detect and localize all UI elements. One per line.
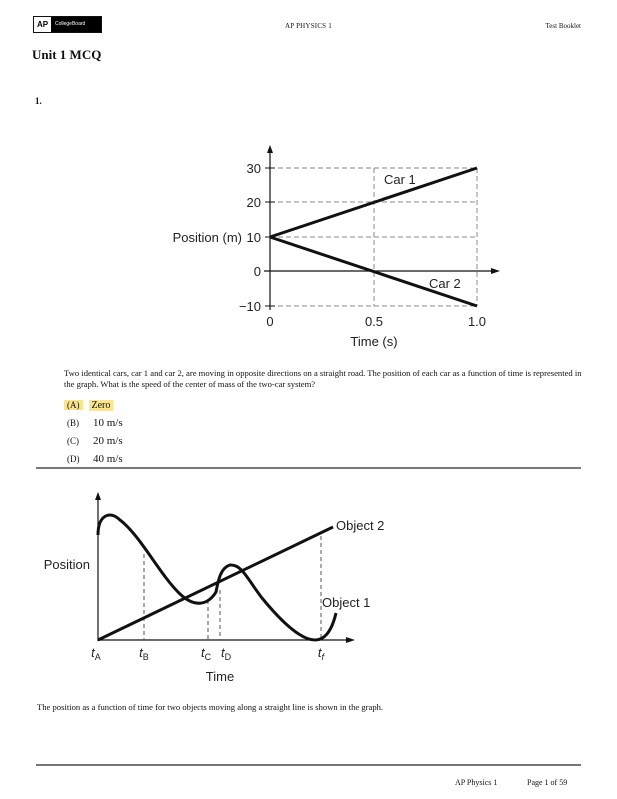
series-label-car-1: Car 1	[384, 172, 416, 187]
series-label-car-2: Car 2	[429, 276, 461, 291]
choice-c[interactable]	[64, 432, 123, 450]
x-tick-label-tB: $t_B$	[139, 645, 149, 662]
y-tick-label: 0	[253, 264, 261, 279]
question-number: 1.	[35, 96, 42, 106]
footer-divider	[36, 764, 581, 766]
y-axis-arrow-icon	[267, 145, 273, 153]
choice-letter: (A)	[64, 400, 83, 410]
x-axis-arrow-icon	[346, 637, 355, 643]
choice-value: 20 m/s	[93, 435, 123, 447]
question-1-stem: Two identical cars, car 1 and car 2, are moving in opposite directions on a straight road. The position of each car as a function of time is represented in the graph. What is the speed of the center of mass of the two-car system?	[64, 368, 582, 389]
x-axis-label: Time	[205, 669, 235, 684]
page-number: Page 1 of 59	[527, 778, 568, 787]
x-tick-label: 1.0	[467, 314, 487, 329]
header-title: AP PHYSICS 1	[285, 22, 332, 30]
choice-d[interactable]	[64, 450, 123, 468]
x-tick-label-tf: $t_f$	[317, 645, 325, 662]
header-booklet-label: Test Booklet	[545, 22, 581, 30]
y-tick-label: 20	[246, 195, 261, 210]
object-position-chart	[30, 480, 410, 690]
y-axis-label: Position (m)	[172, 230, 242, 245]
choice-letter: (C)	[67, 436, 79, 446]
choice-value: 40 m/s	[93, 453, 123, 465]
y-tick-label: 10	[246, 230, 261, 245]
footer-subject: AP Physics 1	[455, 778, 498, 787]
choice-b[interactable]	[64, 414, 123, 432]
car-position-chart	[130, 140, 510, 360]
y-tick-label: −10	[238, 299, 261, 314]
y-tick-label: 30	[246, 161, 261, 176]
series-label-object-1: Object 1	[322, 595, 371, 610]
y-axis-label: Position	[43, 557, 90, 572]
question-2-stem: The position as a function of time for two objects moving along a straight line is shown in the graph.	[37, 702, 384, 712]
choice-letter: (D)	[67, 454, 80, 464]
collegeboard-wordmark: CollegeBoard	[51, 17, 101, 32]
choice-value: Zero	[89, 400, 114, 411]
y-axis-arrow-icon	[95, 492, 101, 500]
question-divider	[36, 467, 581, 469]
ap-logo-mark: AP	[34, 17, 51, 32]
x-tick-label-tA: $t_A$	[91, 645, 101, 662]
choice-value: 10 m/s	[93, 417, 123, 429]
x-tick-label: 0.5	[364, 314, 384, 329]
x-tick-label: 0	[266, 314, 274, 329]
x-axis-label: Time (s)	[350, 334, 398, 349]
x-axis-arrow-icon	[491, 268, 500, 274]
series-label-object-2: Object 2	[336, 518, 385, 533]
choice-letter: (B)	[67, 418, 79, 428]
x-tick-label-tD: $t_D$	[220, 645, 232, 662]
x-tick-label-tC: $t_C$	[200, 645, 212, 662]
object-2-line	[98, 527, 333, 640]
answer-choices	[64, 396, 123, 468]
unit-title: Unit 1 MCQ	[32, 47, 102, 62]
choice-a[interactable]	[64, 396, 123, 414]
